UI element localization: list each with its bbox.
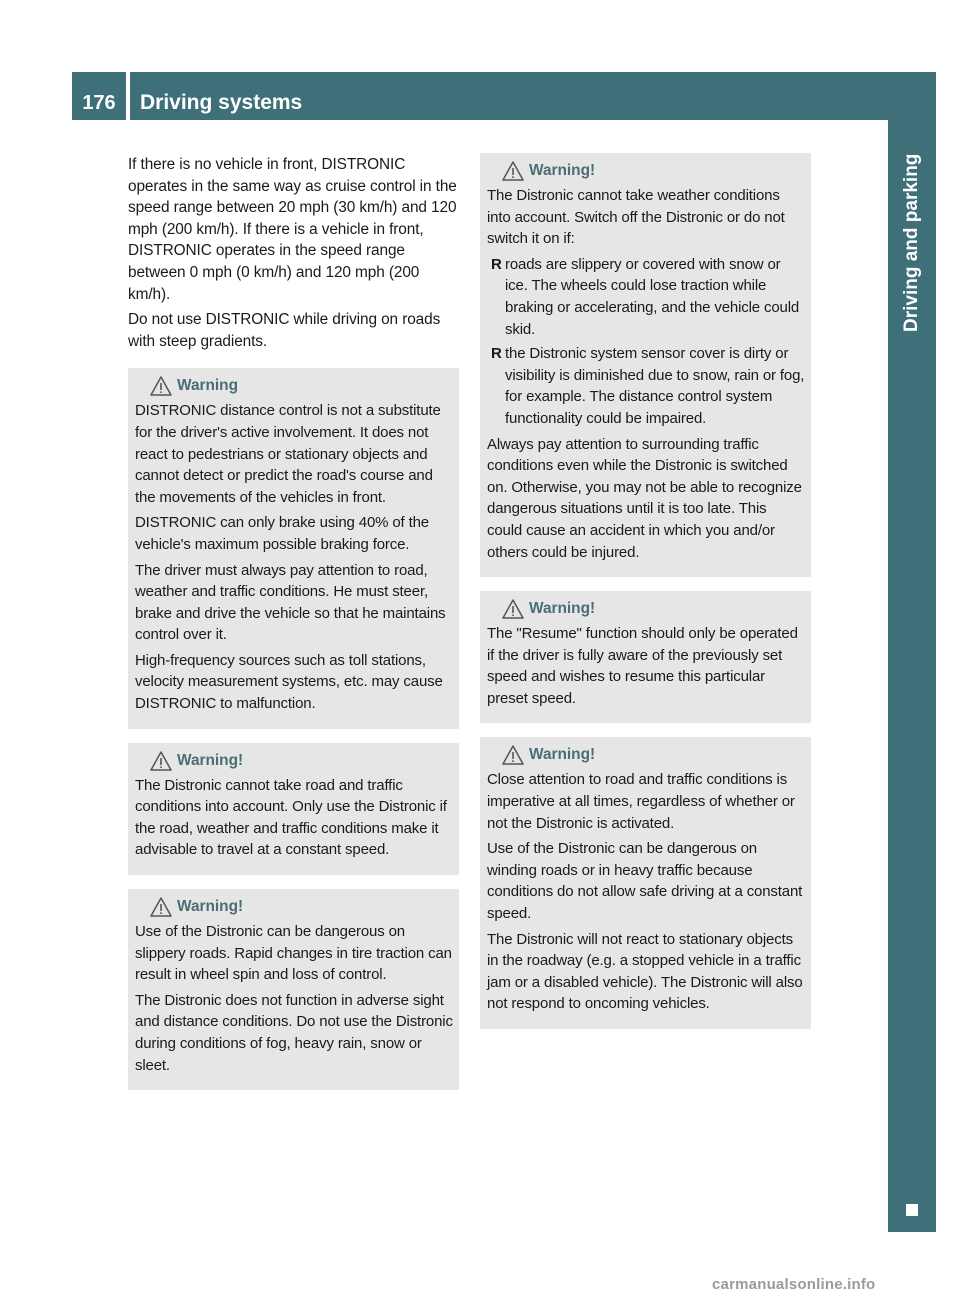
warning-triangle-icon [149,375,173,397]
warning-paragraph: Close attention to road and traffic conditions is imperative at all times, regardless of whether or not the Distronic is activated. [487,771,795,832]
warning-triangle-icon [149,896,173,918]
warning-box-slippery-roads [128,889,459,1090]
warning-paragraph: The Distronic cannot take weather conditions into account. Switch off the Distronic or do not switch it on if: [487,187,785,248]
warning-title: Warning! [177,898,244,916]
warning-bullet-list [487,254,805,430]
warning-paragraph: The driver must always pay attention to road, weather and traffic conditions. He must steer, brake and drive the vehicle so that he maintains control over it. [135,561,446,644]
warning-header [135,895,453,919]
warning-box-resume [480,591,811,723]
warning-paragraph: Always pay attention to surrounding traffic conditions even while the Distronic is switched on. Otherwise, you may not be able to recognize dangerous situations until it is too late. This could cause an accident in which you and/or others could be injured. [487,435,802,561]
warning-triangle-icon [149,750,173,772]
warning-paragraph: The "Resume" function should only be operated if the driver is fully aware of the previously set speed and wishes to resume this particular preset speed. [487,625,798,707]
left-column [128,154,460,1104]
list-item-text: the Distronic system sensor cover is dirty or visibility is diminished due to snow, rain or fog, for example. The distance control system functionality could be impaired. [505,345,805,427]
warning-header [487,743,805,767]
header-divider [126,72,130,120]
intro-paragraph: Do not use DISTRONIC while driving on roads with steep gradients. [128,311,441,350]
warning-title: Warning! [529,746,596,764]
intro-paragraph: If there is no vehicle in front, DISTRONIC operates in the same way as cruise control in the speed range between 20 mph (30 km/h) and 120 mph (200 km/h). If there is a vehicle in front, DISTRONIC operates in the speed range between 0 mph (0 km/h) and 120 mph (200 km/h). [128,156,457,303]
side-tab-label: Driving and parking [901,153,922,332]
warning-triangle-icon [501,160,525,182]
bullet-marker: R [491,345,502,363]
warning-triangle-icon [501,598,525,620]
intro-text [128,154,460,352]
warning-header [135,374,453,398]
warning-title: Warning! [529,162,596,179]
warning-paragraph: Use of the Distronic can be dangerous on slippery roads. Rapid changes in tire traction can result in wheel spin and loss of control. [135,923,452,984]
warning-triangle-icon [501,744,525,766]
section-title: Driving systems [140,91,303,114]
warning-header [487,159,805,183]
warning-paragraph: The Distronic will not react to stationary objects in the roadway (e.g. a stopped vehicle in a traffic jam or a disabled vehicle). The Distronic will also not respond to oncoming vehicles. [487,930,803,1013]
warning-title: Warning [177,377,238,395]
warning-title: Warning! [177,751,244,769]
warning-paragraph: Use of the Distronic can be dangerous on winding roads or in heavy traffic because conditions do not allow safe driving at a constant speed. [487,840,803,923]
footer-watermark: carmanualsonline.info [712,1276,876,1293]
list-item [487,343,805,429]
warning-paragraph: High-frequency sources such as toll stations, velocity measurement systems, etc. may cause DISTRONIC to malfunction. [135,651,443,713]
warning-paragraph: The Distronic does not function in adverse sight and distance conditions. Do not use the Distronic during conditions of fog, heavy rain, snow or sleet. [135,991,453,1074]
warning-paragraph: DISTRONIC distance control is not a substitute for the driver's active involvement. It does not react to pedestrians or stationary objects and cannot detect or predict the road's course and the movements of the vehicles in front. [135,402,441,506]
list-item [487,254,805,340]
warning-paragraph: The Distronic cannot take road and traffic conditions into account. Only use the Distronic if the road, weather and traffic conditions make it advisable to travel at a constant speed. [135,776,447,859]
warning-header [487,597,805,621]
right-column [480,153,812,1043]
bullet-marker: R [491,255,502,273]
warning-title: Warning! [529,600,596,618]
warning-header [135,749,453,773]
list-item-text: roads are slippery or covered with snow or ice. The wheels could lose traction while braking or accelerating, and the vehicle could skid. [505,255,800,338]
warning-box-attention [480,737,811,1029]
warning-box-road-conditions [128,743,459,875]
warning-box-distance-control [128,368,459,728]
warning-box-weather-conditions [480,153,811,577]
warning-paragraph: DISTRONIC can only brake using 40% of the vehicle's maximum possible braking force. [135,514,429,553]
side-tab-marker [906,1204,918,1216]
page-number: 176 [82,92,116,114]
